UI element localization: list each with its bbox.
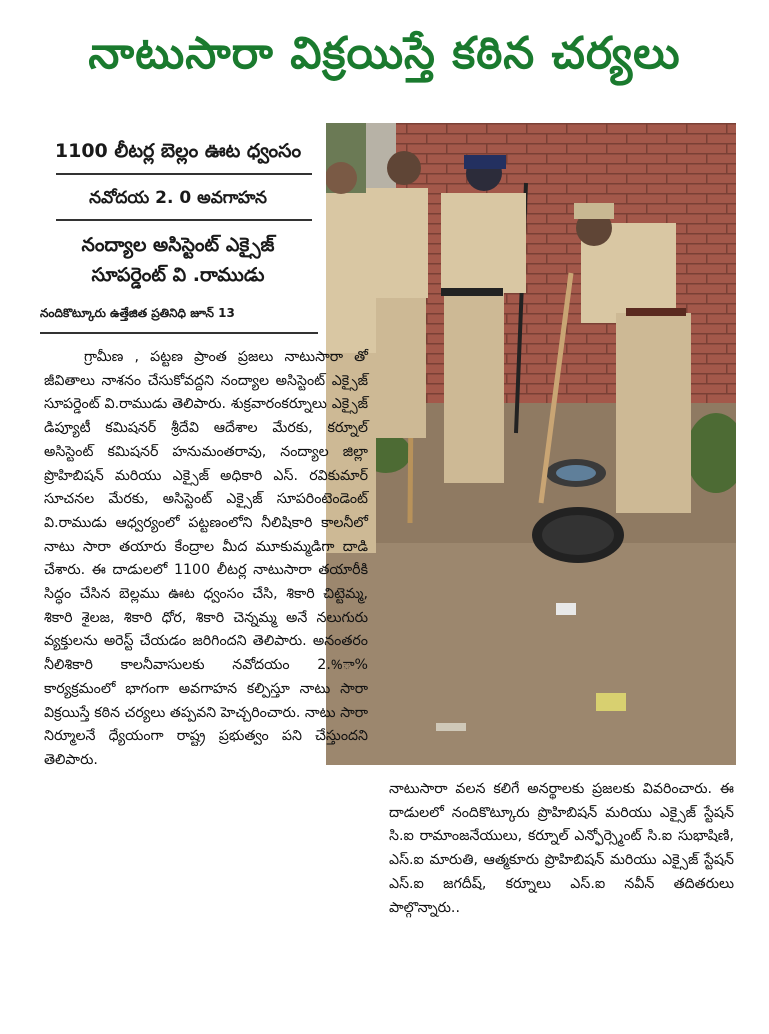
news-photo bbox=[326, 123, 736, 765]
divider bbox=[56, 219, 312, 221]
byline: నందికొట్కూరు ఉత్తేజిత ప్రతినిధి జూన్ 13 bbox=[40, 306, 235, 320]
body-column-2: నాటుసారా వలన కలిగే అనర్థాలకు ప్రజలకు వివరించారు. ఈ దాడులలో నందికొట్కూరు ప్రొహిబిషన్ మరియు ఎక్సైజ్ స్టేషన్ సి.ఐ రామాంజనేయులు, కర్నూల్ ఎన్ఫోర్స్మెంట్ సి.ఐ సుభాషిణి, ఎస్.ఐ మారుతి, ఆత్మకూరు ప్రొహిబిషన్ మరియు ఎక్సైజ్ స్టేషన్ ఎస్.ఐ జగదీష్, కర్నూలు ఎస్.ఐ నవీన్ తదితరులు పాల్గొన్నారు.. bbox=[389, 781, 734, 916]
divider bbox=[56, 173, 312, 175]
subheading-2: నవోదయ 2. 0 అవగాహన bbox=[89, 188, 267, 208]
subheading-3: నంద్యాల అసిస్టెంట్ ఎక్సైజ్ bbox=[81, 234, 275, 256]
body-column-1: గ్రామీణ , పట్టణ ప్రాంత ప్రజలు నాటుసారా తో జీవితాలు నాశనం చేసుకోవద్దని నంద్యాల అసిస్టెంట్ ఎక్సైజ్ సూపర్డెంట్ వి.రాముడు తెలిపారు. శుక్రవారంకర్నూలు ఎక్సైజ్ డిప్యూటీ కమిషనర్ శ్రీదేవి ఆదేశాల మేరకు, కర్నూల్ అసిస్టెంట్ కమిషనర్ హనుమంతరావు, నంద్యాల జిల్లా ప్రొహిబిషన్ మరియు ఎక్సైజ్ అధికారి ఎస్. రవికుమార్ సూచనల మేరకు, అసిస్టెంట్ ఎక్సైజ్ సూపరింటెండెంట్ వి.రాముడు ఆధ్వర్యంలో పట్టణంలోని నీలిషికారి కాలనీలో నాటు సారా తయారు కేంద్రాల మీద మూకుమ్మడిగా దాడి చేశారు. ఈ దాడులలో 1100 లీటర్ల నాటుసారా తయారీకి సిద్ధం చేసిన బెల్లము ఊట ధ్వంసం చేసి, శికారి చిట్టెమ్మ, శికారి శైలజ, శికారి ధోర, శికారి చెన్నమ్మ అనే నలుగురు వ్యక్తులను అరెస్ట్ చేయడం జరిగిందని తెలిపారు. అనంతరం నీలిశికారి కాలనీవాసులకు నవోదయం 2.%ా% కార్యక్రమంలో భాగంగా అవగాహన కల్పిస్తూ నాటు సారా విక్రయిస్తే కఠిన చర్యలు తప్పవని హెచ్చరించారు. నాటు సారా నిర్మూలనే ధ్యేయంగా రాష్ట్ర ప్రభుత్వం పని చేస్తుందని తెలిపారు. bbox=[44, 349, 368, 768]
subheading-4: సూపర్డెంట్ వి .రాముడు bbox=[91, 264, 265, 286]
headline: నాటుసారా విక్రయిస్తే కఠిన చర్యలు bbox=[88, 28, 681, 79]
divider bbox=[40, 332, 318, 334]
subheading-1: 1100 లీటర్ల బెల్లం ఊట ధ్వంసం bbox=[54, 140, 302, 162]
